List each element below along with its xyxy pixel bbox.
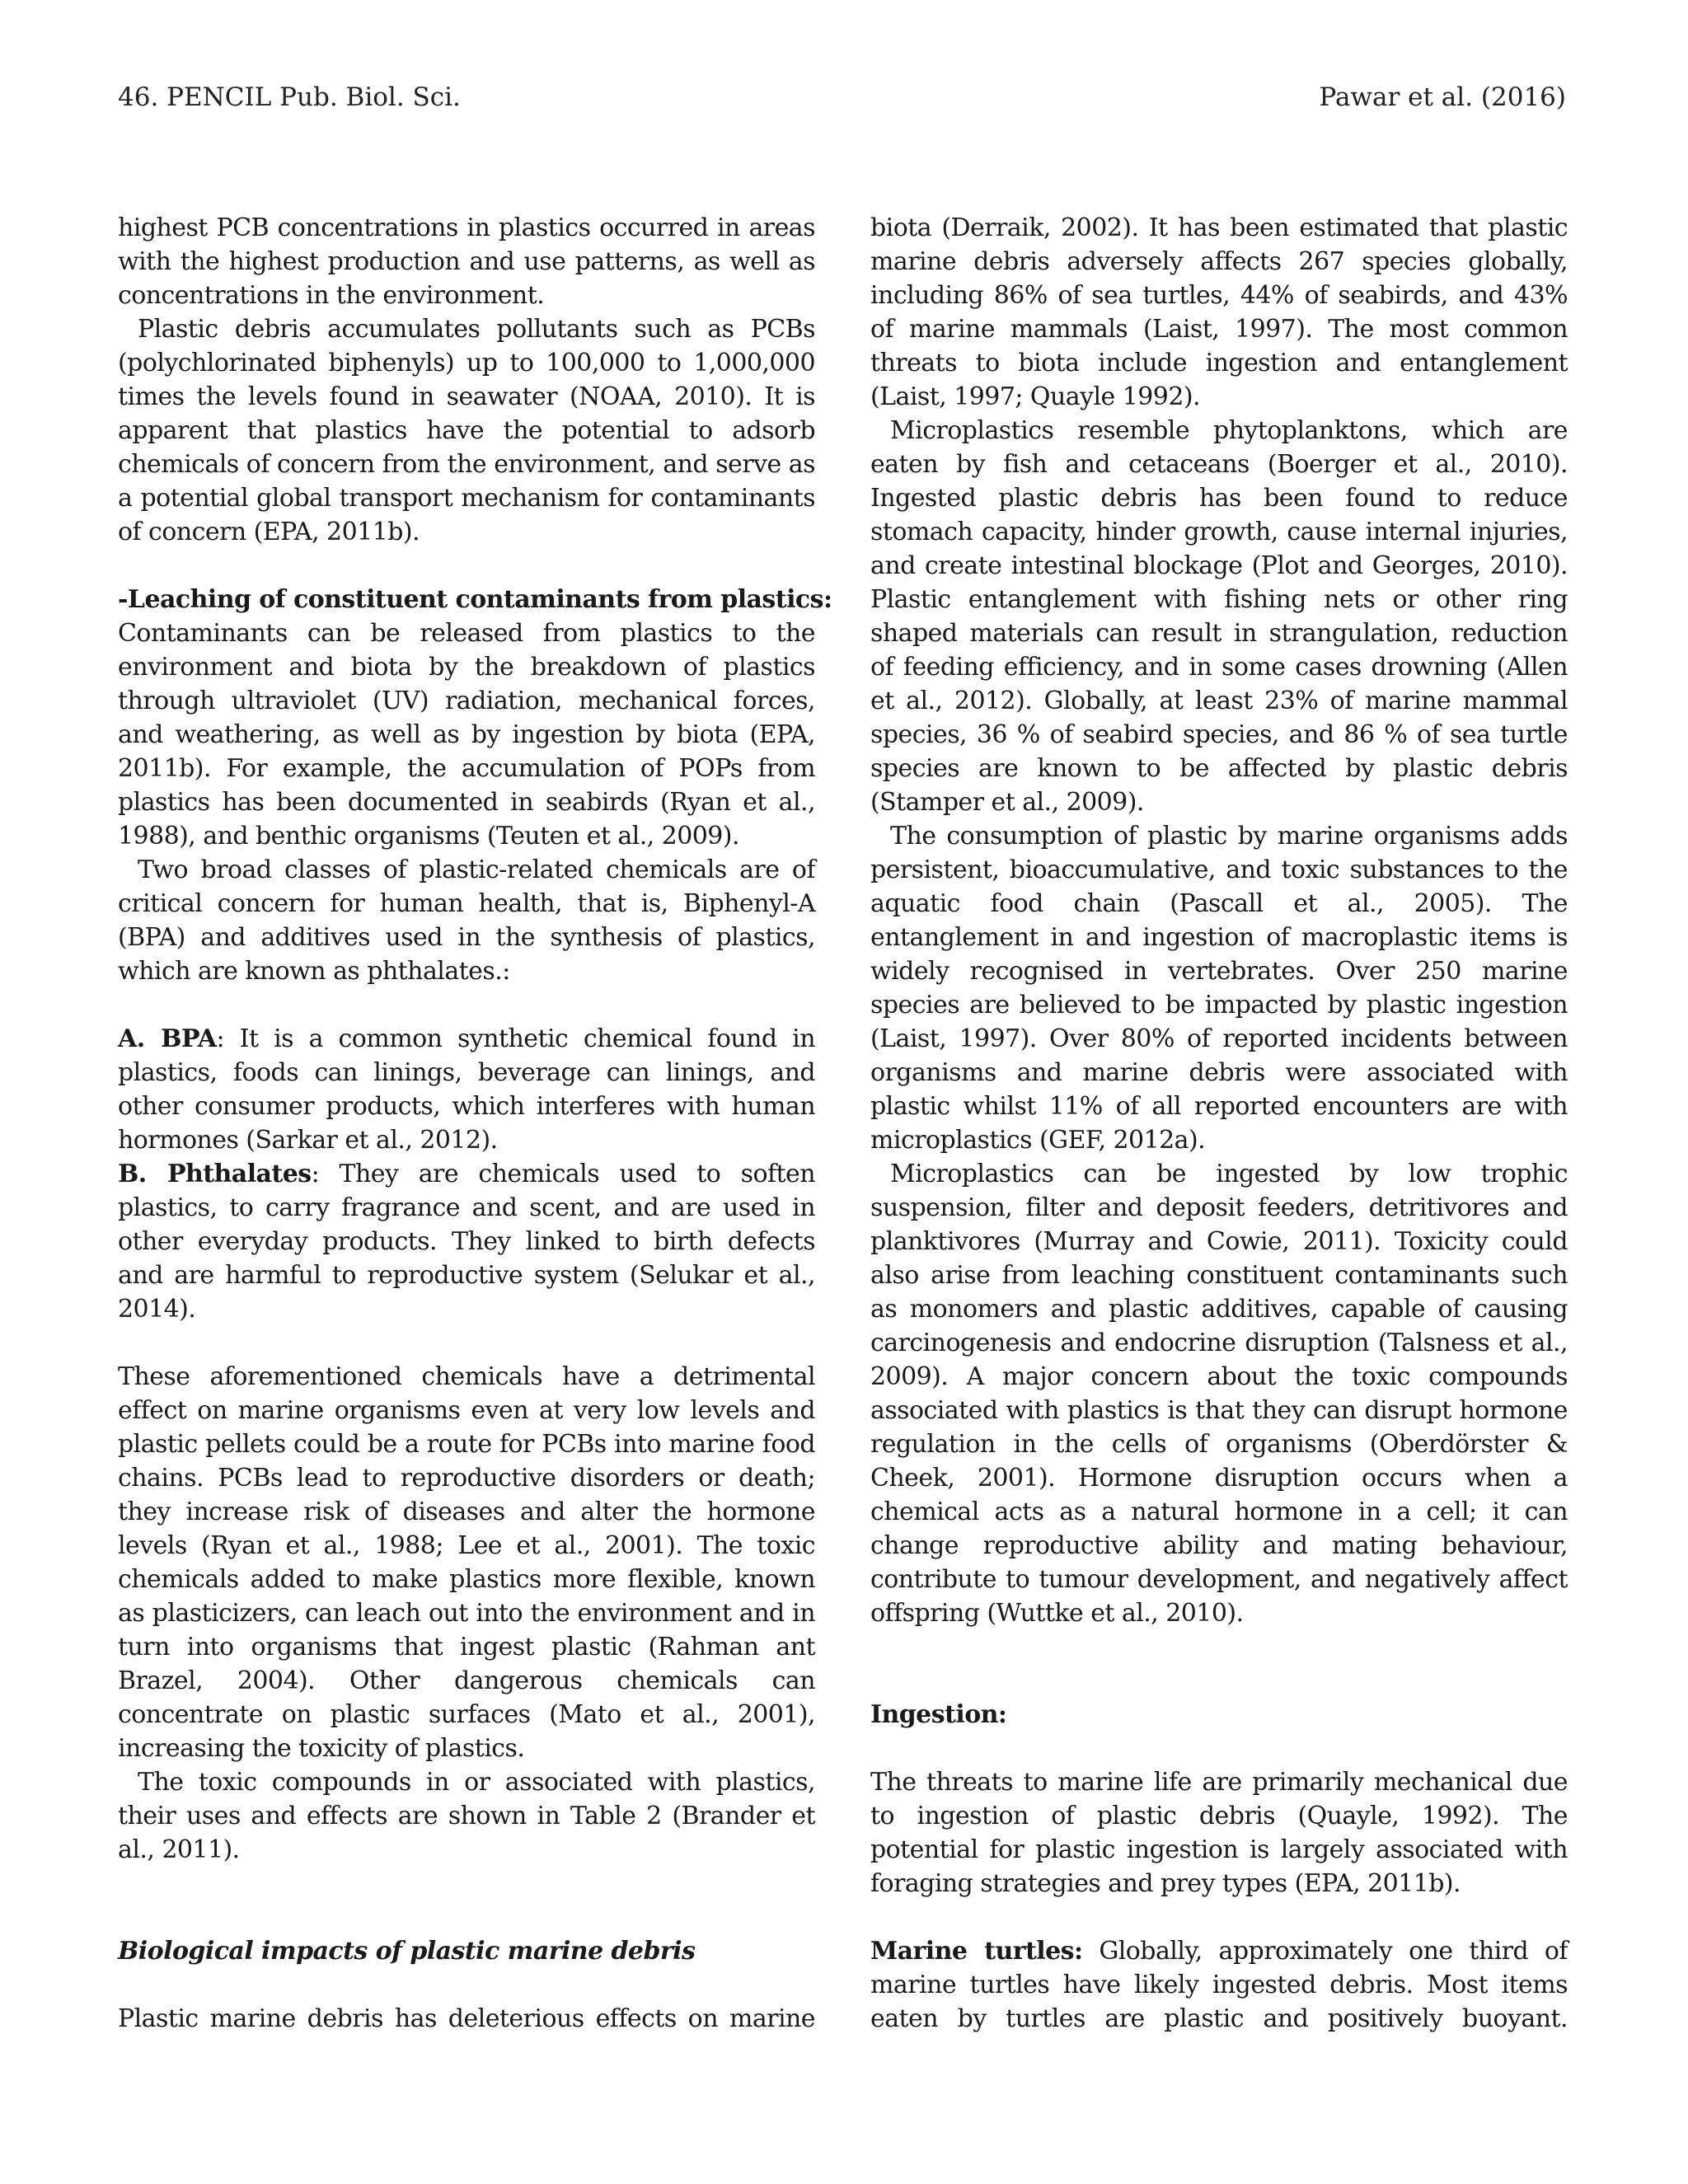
section-heading-ingestion: Ingestion: bbox=[870, 1700, 1007, 1729]
text-line: change reproductive ability and mating behaviour, bbox=[870, 1531, 1568, 1560]
text-line: hormones (Sarkar et al., 2012). bbox=[118, 1126, 498, 1155]
text-line: chemicals added to make plastics more flexible, known bbox=[118, 1565, 815, 1594]
definition-text: : It is a common synthetic chemical found in bbox=[216, 1024, 815, 1053]
text-line: and weathering, as well as by ingestion by biota (EPA, bbox=[118, 720, 815, 749]
text-line: et al., 2012). Globally, at least 23% of marine mammal bbox=[870, 687, 1568, 715]
text-line: (Laist, 1997; Quayle 1992). bbox=[870, 382, 1200, 411]
text-line: plastics has been documented in seabirds (Ryan et al., bbox=[118, 788, 815, 817]
text-line: and are harmful to reproductive system (Selukar et al., bbox=[118, 1261, 815, 1290]
text-line: 2009). A major concern about the toxic compounds bbox=[870, 1362, 1568, 1391]
text-line: Microplastics resemble phytoplanktons, which are bbox=[890, 416, 1568, 445]
definition-phthalates bbox=[118, 1157, 815, 1326]
text-line: (BPA) and additives used in the synthesis of plastics, bbox=[118, 923, 815, 952]
section-heading-leaching: -Leaching of constituent contaminants from plastics: bbox=[118, 585, 832, 614]
text-line: Contaminants can be released from plastics to the bbox=[118, 619, 815, 648]
text-line: times the levels found in seawater (NOAA, 2010). It is bbox=[118, 382, 815, 411]
text-line: as plasticizers, can leach out into the environment and in bbox=[118, 1599, 815, 1628]
text-line bbox=[118, 1157, 815, 1191]
text-line: biota (Derraik, 2002). It has been estimated that plastic bbox=[870, 213, 1568, 242]
text-line: they increase risk of diseases and alter the hormone bbox=[118, 1497, 815, 1526]
paragraph bbox=[870, 1157, 1568, 1630]
text-line: of feeding efficiency, and in some cases drowning (Allen bbox=[870, 653, 1568, 682]
text-line: entanglement in and ingestion of macroplastic items is bbox=[870, 923, 1568, 952]
paragraph bbox=[870, 414, 1568, 819]
text-line: The consumption of plastic by marine organisms adds bbox=[890, 822, 1568, 851]
text-line: al., 2011). bbox=[118, 1835, 240, 1864]
text-line: eaten by fish and cetaceans (Boerger et al., 2010). bbox=[870, 450, 1568, 479]
text-line bbox=[118, 1022, 815, 1056]
text-line: species are believed to be impacted by plastic ingestion bbox=[870, 991, 1568, 1019]
text-line: Microplastics can be ingested by low trophic bbox=[890, 1160, 1568, 1188]
text-line: turn into organisms that ingest plastic (Rahman ant bbox=[118, 1633, 815, 1661]
definition-bpa bbox=[118, 1022, 815, 1157]
text-line: offspring (Wuttke et al., 2010). bbox=[870, 1599, 1244, 1628]
text-line: and create intestinal blockage (Plot and Georges, 2010). bbox=[870, 551, 1568, 580]
text-line: other consumer products, which interferes with human bbox=[118, 1092, 815, 1121]
paragraph bbox=[118, 312, 815, 549]
text-line: Ingested plastic debris has been found to reduce bbox=[870, 484, 1568, 513]
text-line: Brazel, 2004). Other dangerous chemicals can bbox=[118, 1666, 815, 1695]
text-line: regulation in the cells of organisms (Oberdörster & bbox=[870, 1430, 1568, 1459]
text-line: apparent that plastics have the potential to adsorb bbox=[118, 416, 815, 445]
text-line: microplastics (GEF, 2012a). bbox=[870, 1126, 1206, 1155]
text-line: (Laist, 1997). Over 80% of reported incidents between bbox=[870, 1024, 1568, 1053]
text-line: plastic whilst 11% of all reported encounters are with bbox=[870, 1092, 1568, 1121]
text-line: as monomers and plastic additives, capable of causing bbox=[870, 1295, 1568, 1324]
right-column bbox=[870, 211, 1568, 2036]
text-line: persistent, bioaccumulative, and toxic substances to the bbox=[870, 855, 1568, 884]
paragraph bbox=[118, 1765, 815, 1867]
term-marine-turtles: Marine turtles: bbox=[870, 1937, 1083, 1966]
text-line: concentrations in the environment. bbox=[118, 281, 545, 310]
text-line: 2011b). For example, the accumulation of POPs from bbox=[118, 754, 815, 783]
text-line: 1988), and benthic organisms (Teuten et al., 2009). bbox=[118, 822, 739, 851]
paragraph bbox=[870, 1765, 1568, 1900]
text-line: chains. PCBs lead to reproductive disorders or death; bbox=[118, 1464, 815, 1493]
text-line: effect on marine organisms even at very low levels and bbox=[118, 1396, 815, 1425]
running-header-journal: 46. PENCIL Pub. Biol. Sci. bbox=[118, 82, 461, 112]
text-line: (Stamper et al., 2009). bbox=[870, 788, 1144, 817]
text-line: stomach capacity, hinder growth, cause internal injuries, bbox=[870, 518, 1568, 546]
text-line: critical concern for human health, that is, Biphenyl-A bbox=[118, 889, 815, 918]
text-line: The toxic compounds in or associated with plastics, bbox=[138, 1768, 815, 1797]
text-line: plastic pellets could be a route for PCBs into marine food bbox=[118, 1430, 815, 1459]
text-line: other everyday products. They linked to birth defects bbox=[118, 1227, 815, 1256]
text-line: associated with plastics is that they can disrupt hormone bbox=[870, 1396, 1568, 1425]
definition-text: : They are chemicals used to soften bbox=[311, 1160, 816, 1188]
text-line: species, 36 % of seabird species, and 86 % of sea turtle bbox=[870, 720, 1568, 749]
text-line: Plastic marine debris has deleterious effects on marine bbox=[118, 2004, 815, 2033]
left-column bbox=[118, 211, 832, 2036]
text-line: aquatic food chain (Pascall et al., 2005). The bbox=[870, 889, 1568, 918]
term-phthalates: B. Phthalates bbox=[118, 1160, 312, 1188]
text-line: of marine mammals (Laist, 1997). The most common bbox=[870, 315, 1568, 344]
text-line: a potential global transport mechanism for contaminants bbox=[118, 484, 815, 513]
text-line: shaped materials can result in strangulation, reduction bbox=[870, 619, 1568, 648]
text-line: also arise from leaching constituent contaminants such bbox=[870, 1261, 1568, 1290]
text-line: foraging strategies and prey types (EPA, 2011b). bbox=[870, 1869, 1461, 1898]
text-line: The threats to marine life are primarily mechanical due bbox=[870, 1768, 1568, 1797]
text-line: to ingestion of plastic debris (Quayle, 1992). The bbox=[870, 1802, 1568, 1830]
paragraph-marine-turtles bbox=[870, 1934, 1568, 2036]
text-line: marine debris adversely affects 267 species globally, bbox=[870, 247, 1568, 276]
text-line: their uses and effects are shown in Table 2 (Brander et bbox=[118, 1802, 815, 1830]
paragraph bbox=[870, 211, 1568, 414]
text-line: plastics, to carry fragrance and scent, and are used in bbox=[118, 1193, 815, 1222]
text-line: contribute to tumour development, and negatively affect bbox=[870, 1565, 1568, 1594]
text-line: of concern (EPA, 2011b). bbox=[118, 518, 420, 546]
text-line: concentrate on plastic surfaces (Mato et al., 2001), bbox=[118, 1700, 815, 1729]
text-line: environment and biota by the breakdown of plastics bbox=[118, 653, 815, 682]
text-line: plastics, foods can linings, beverage can linings, and bbox=[118, 1058, 815, 1087]
text-line: These aforementioned chemicals have a detrimental bbox=[118, 1362, 815, 1391]
text-line: chemicals of concern from the environment, and serve as bbox=[118, 450, 815, 479]
text-line: planktivores (Murray and Cowie, 2011). Toxicity could bbox=[870, 1227, 1568, 1256]
text-line: which are known as phthalates.: bbox=[118, 957, 510, 986]
text-line: increasing the toxicity of plastics. bbox=[118, 1734, 525, 1763]
paragraph bbox=[118, 2002, 815, 2036]
paragraph-text: Globally, approximately one third of bbox=[1082, 1937, 1568, 1966]
paragraph bbox=[118, 211, 815, 312]
text-line: Cheek, 2001). Hormone disruption occurs when a bbox=[870, 1464, 1568, 1493]
text-line: 2014). bbox=[118, 1295, 196, 1324]
paragraph bbox=[870, 819, 1568, 1157]
text-line: carcinogenesis and endocrine disruption (Talsness et al., bbox=[870, 1329, 1568, 1357]
text-line: through ultraviolet (UV) radiation, mechanical forces, bbox=[118, 687, 815, 715]
text-line: potential for plastic ingestion is largely associated with bbox=[870, 1835, 1568, 1864]
text-line: (polychlorinated biphenyls) up to 100,000 to 1,000,000 bbox=[118, 349, 815, 377]
paragraph bbox=[118, 1360, 815, 1765]
text-line: organisms and marine debris were associated with bbox=[870, 1058, 1568, 1087]
text-line: Two broad classes of plastic-related chemicals are of bbox=[138, 855, 815, 884]
paragraph bbox=[118, 853, 815, 988]
text-line: highest PCB concentrations in plastics occurred in areas bbox=[118, 213, 815, 242]
text-line: threats to biota include ingestion and entanglement bbox=[870, 349, 1568, 377]
text-line: suspension, filter and deposit feeders, detritivores and bbox=[870, 1193, 1568, 1222]
paragraph bbox=[118, 616, 815, 853]
text-line: species are known to be affected by plastic debris bbox=[870, 754, 1568, 783]
running-header-authors: Pawar et al. (2016) bbox=[1319, 82, 1566, 112]
term-bpa: A. BPA bbox=[118, 1024, 217, 1053]
text-line: chemical acts as a natural hormone in a cell; it can bbox=[870, 1497, 1568, 1526]
text-line: with the highest production and use patterns, as well as bbox=[118, 247, 815, 276]
text-line: eaten by turtles are plastic and positively buoyant. bbox=[870, 2004, 1568, 2033]
text-line: widely recognised in vertebrates. Over 250 marine bbox=[870, 957, 1568, 986]
text-line: Plastic entanglement with fishing nets or other ring bbox=[870, 585, 1568, 614]
text-line bbox=[870, 1934, 1568, 1968]
text-line: including 86% of sea turtles, 44% of seabirds, and 43% bbox=[870, 281, 1568, 310]
text-line: Plastic debris accumulates pollutants such as PCBs bbox=[138, 315, 815, 344]
section-heading-biological-impacts: Biological impacts of plastic marine debris bbox=[118, 1937, 696, 1966]
text-line: levels (Ryan et al., 1988; Lee et al., 2001). The toxic bbox=[118, 1531, 815, 1560]
text-line: marine turtles have likely ingested debris. Most items bbox=[870, 1971, 1568, 1999]
